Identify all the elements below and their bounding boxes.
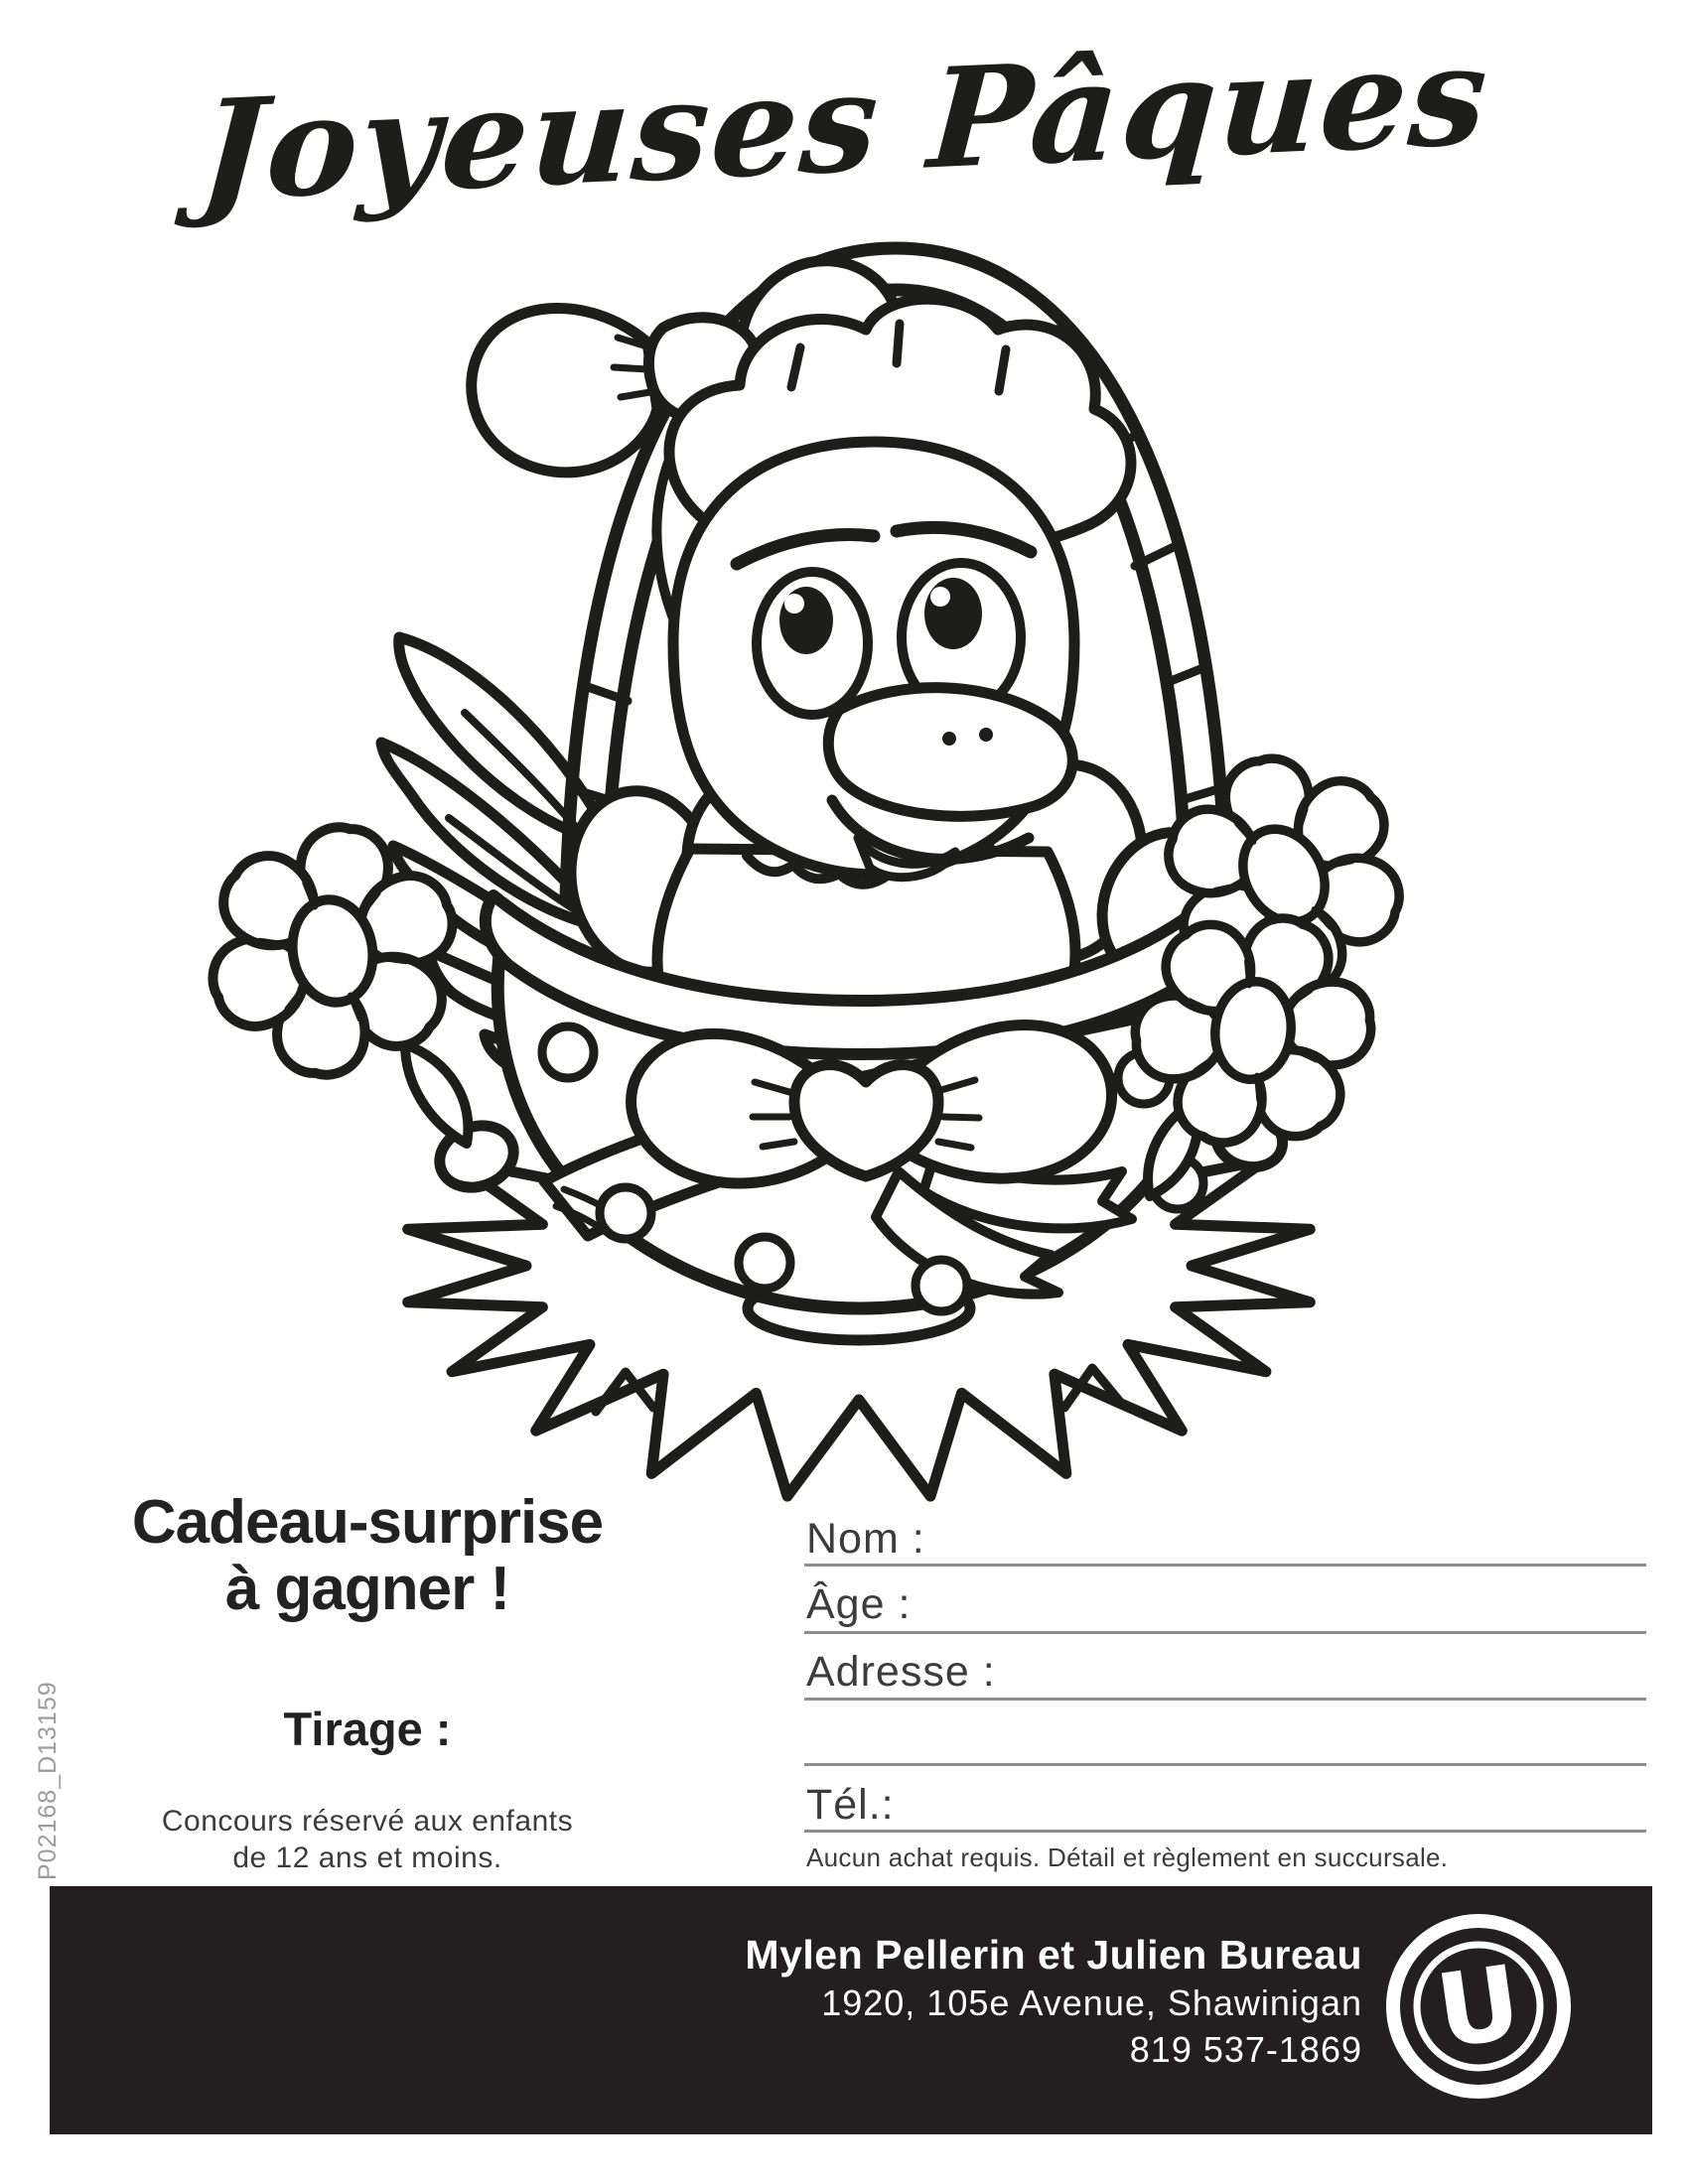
- print-code: P02168_D13159: [34, 1681, 62, 1880]
- phone-field-label: Tél.:: [806, 1781, 895, 1829]
- phone-field-line: [804, 1830, 1646, 1833]
- eligibility-line2: de 12 ans et moins.: [232, 1842, 502, 1874]
- page-title-text: Joyeuses Pâques: [195, 13, 1493, 232]
- store-address: 1920, 105e Avenue, Shawinigan: [821, 1982, 1362, 2023]
- daisy-flower-icon: [188, 810, 478, 1091]
- promo-headline-line2: à gagner !: [224, 1555, 510, 1623]
- eligibility-line1: Concours réservé aux enfants: [161, 1805, 574, 1838]
- store-name: Mylen Pellerin et Julien Bureau: [745, 1932, 1362, 1978]
- eligibility-note: [89, 1803, 645, 1876]
- address-field-label: Adresse :: [806, 1648, 996, 1696]
- name-field-line: [804, 1564, 1646, 1567]
- address-field-line: [804, 1698, 1646, 1701]
- logo-letter: U: [1429, 1943, 1528, 2073]
- store-phone: 819 537-1869: [1129, 2029, 1362, 2070]
- name-field-label: Nom :: [806, 1515, 925, 1563]
- address-field-line2: [804, 1763, 1646, 1766]
- form-disclaimer: Aucun achat requis. Détail et règlement en succursale.: [806, 1843, 1449, 1872]
- age-field-label: Âge :: [806, 1580, 912, 1628]
- chick: [657, 299, 1131, 1073]
- draw-label: Tirage :: [283, 1703, 452, 1755]
- age-field-line: [804, 1631, 1646, 1634]
- promo-headline: [89, 1489, 645, 1622]
- store-info: [417, 1930, 1362, 2073]
- promo-headline-line1: Cadeau-surprise: [131, 1488, 604, 1557]
- uniprix-logo: [1382, 1910, 1575, 2103]
